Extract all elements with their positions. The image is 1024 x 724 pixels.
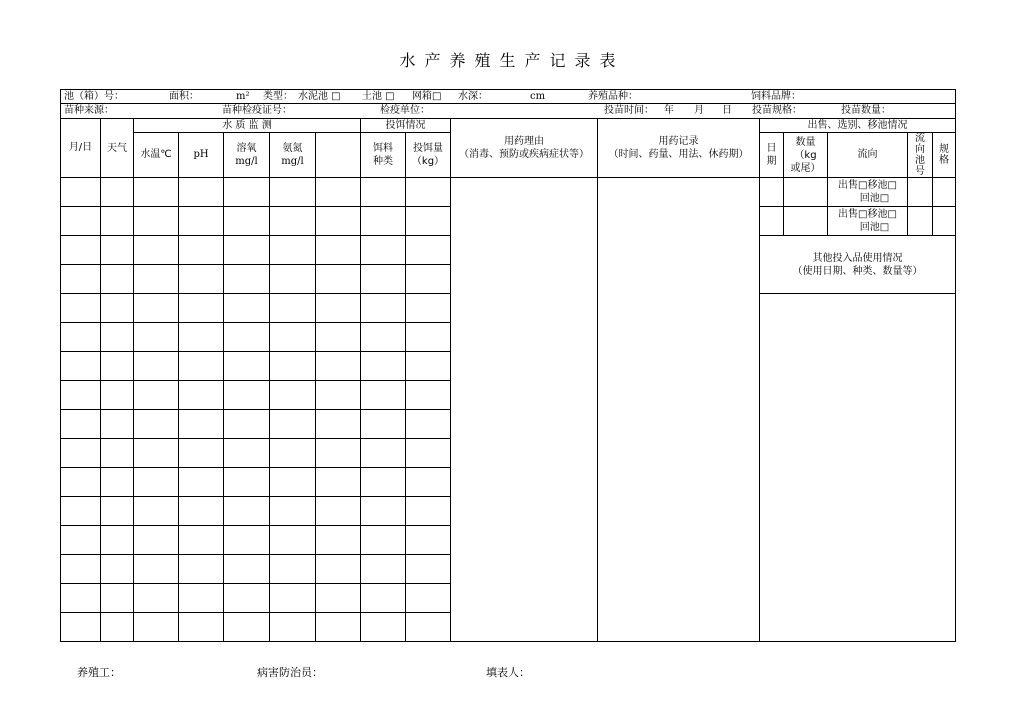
type-earth-option[interactable]: 土池 □ [362, 90, 395, 102]
med-reason-header: 用药理由 （消毒、预防或疾病症状等） [451, 119, 598, 178]
other-inputs-header: 其他投入品使用情况 （使用日期、种类、数量等） [760, 236, 956, 294]
feed-type-header: 饵料种类 [361, 133, 406, 178]
species-label: 养殖品种： [588, 90, 638, 102]
pond-no-label: 池（箱）号： [64, 90, 124, 102]
seed-source-label: 苗种来源： [64, 105, 114, 116]
filler-label: 填表人： [486, 666, 530, 679]
date-header: 月/日 [61, 119, 101, 178]
cert-no-label: 苗种检疫证号： [222, 105, 292, 116]
spec-header: 规格 [933, 133, 956, 178]
direction-header: 流向 [828, 133, 908, 178]
info-row-1 [61, 90, 956, 104]
extra-quality-header [316, 133, 361, 178]
year-label: 年 [664, 105, 674, 116]
other-inputs-area[interactable] [760, 294, 956, 642]
record-table [60, 89, 956, 642]
feed-amount-header: 投饵量 （kg） [406, 133, 451, 178]
info-row-2 [61, 104, 956, 119]
sale-date-header: 日期 [760, 133, 784, 178]
type-cement-option[interactable]: 水泥池 □ [298, 90, 341, 102]
feed-brand-label: 饲料品牌： [751, 90, 801, 102]
water-temp-header: 水温℃ [134, 133, 179, 178]
stock-qty-label: 投苗数量： [841, 105, 891, 116]
page-title: 水产养殖生产记录表 [399, 51, 625, 70]
type-cage-option[interactable]: 网箱□ [412, 90, 442, 102]
area-label: 面积： [169, 90, 199, 102]
weather-header: 天气 [101, 119, 134, 178]
record-sheet [60, 89, 956, 642]
depth-unit: cm [530, 90, 546, 102]
quarantine-unit-label: 检疫单位： [380, 105, 430, 116]
area-unit: m² [236, 90, 250, 102]
flow-options[interactable]: 出售□移池□ 回池□ [828, 207, 908, 236]
day-label: 日 [722, 105, 732, 116]
type-label: 类型： [263, 90, 293, 102]
med-record-header: 用药记录 （时间、药量、用法、休药期） [598, 119, 760, 178]
farmer-label: 养殖工： [77, 666, 121, 679]
stock-time-label: 投苗时间： [604, 105, 654, 116]
water-quality-header: 水 质 监 测 [134, 119, 361, 133]
header-row-a [61, 119, 956, 133]
feeding-header: 投饵情况 [361, 119, 451, 133]
sales-header: 出售、选别、移池情况 [760, 119, 956, 133]
ammonia-header: 氨氮 mg/l [270, 133, 316, 178]
table-row [61, 178, 956, 207]
depth-label: 水深： [458, 90, 488, 102]
disease-officer-label: 病害防治员： [257, 666, 323, 679]
sale-qty-header: 数量 （kg 或尾） [784, 133, 828, 178]
flow-options[interactable]: 出售□移池□ 回池□ [828, 178, 908, 207]
oxygen-header: 溶氧 mg/l [224, 133, 270, 178]
month-label: 月 [694, 105, 704, 116]
med-record-area[interactable] [598, 178, 760, 642]
ph-header: pH [179, 133, 224, 178]
dest-pond-header: 流向池号 [908, 133, 933, 178]
med-reason-area[interactable] [451, 178, 598, 642]
stock-spec-label: 投苗规格： [752, 105, 802, 116]
